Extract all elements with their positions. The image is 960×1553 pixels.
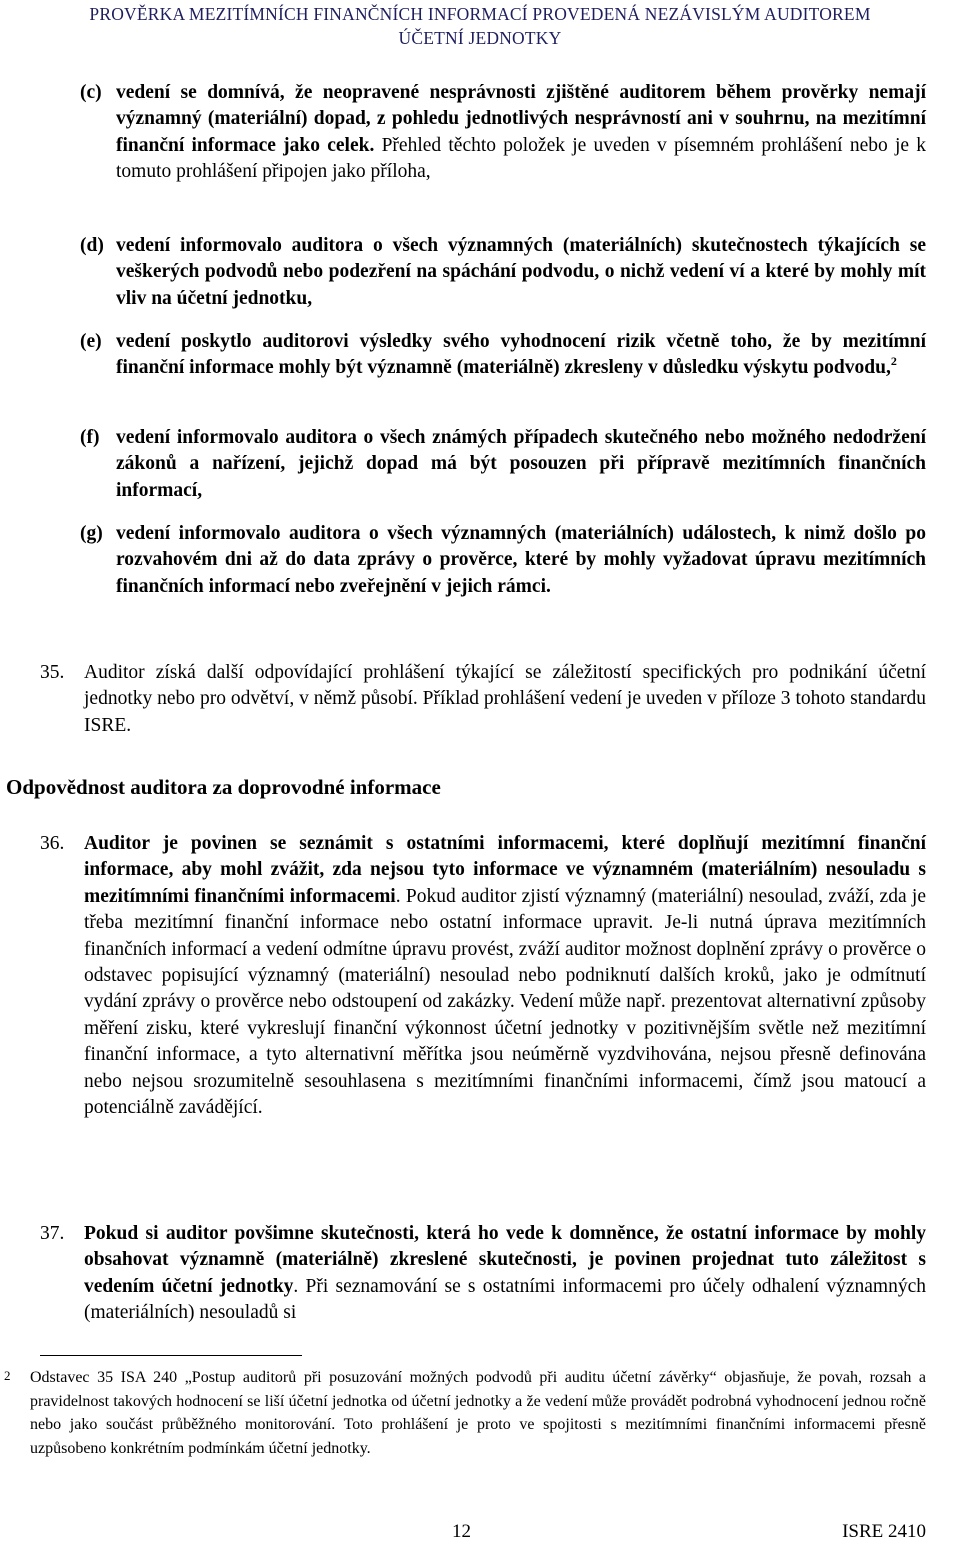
item-label: (f) xyxy=(80,427,100,448)
list-item-f xyxy=(80,425,926,504)
paragraph-text: Auditor získá další odpovídající prohlášení týkající se záležitostí specifických pro podnikání účetní jednotky nebo pro odvětví, v němž působí. Příklad prohlášení vedení je uveden v příloze 3 tohoto standardu ISRE. xyxy=(84,662,926,736)
item-label: (d) xyxy=(80,235,104,256)
section-heading: Odpovědnost auditora za doprovodné informace xyxy=(6,775,441,799)
running-header xyxy=(0,2,960,50)
footnote-separator xyxy=(40,1355,302,1356)
list-item-e xyxy=(80,329,926,382)
item-label: (g) xyxy=(80,523,103,544)
header-line-1: PROVĚRKA MEZITÍMNÍCH FINANČNÍCH INFORMACÍ PROVEDENÁ NEZÁVISLÝM AUDITOREM xyxy=(89,4,871,24)
item-bold-text: vedení informovalo auditora o všech známých případech skutečného nebo možného nedodržení zákonů a nařízení, jejichž dopad má být posouzen při přípravě mezitímních finančních informací, xyxy=(116,427,926,501)
header-line-2: ÚČETNÍ JEDNOTKY xyxy=(398,28,562,48)
item-normal-text: Přehled těchto položek je uveden v písemném prohlášení nebo je k tomuto prohlášení připojen jako příloha, xyxy=(116,134,926,183)
standard-id: ISRE 2410 xyxy=(842,1521,926,1542)
item-label: (c) xyxy=(80,82,102,103)
paragraph-number: 36. xyxy=(40,833,65,854)
list-item-d xyxy=(80,233,926,312)
paragraph-number: 37. xyxy=(40,1223,65,1244)
item-bold-text: vedení informovalo auditora o všech významných (materiálních) událostech, k nimž došlo po rozvahovém dni až do data zprávy o prověrce, které by mohly vyžadovat úpravu mezitímních finančních informací nebo zveřejnění v jejich rámci. xyxy=(116,523,926,597)
list-item-g xyxy=(80,521,926,600)
footnote-ref[interactable]: 2 xyxy=(890,354,897,369)
paragraph-number: 35. xyxy=(40,662,65,683)
item-label: (e) xyxy=(80,331,102,352)
paragraph-normal-text: . Pokud auditor zjistí významný (materiální) nesoulad, zváží, zda je třeba mezitímní finanční informace nebo ostatní informace upravit. Je-li nutná úprava mezitímních finančních informací a vedení odmítne úpravu provést, zváží auditor možnost doplnění zprávy o prověrce o odstavec popisující významný (materiální) nesoulad nebo podniknutí dalších kroků, jako je odmítnutí vydání zprávy o prověrce nebo odstoupení od zakázky. Vedení může např. prezentovat alternativní způsoby měření zisku, které vykreslují finanční výkonnost účetní jednotky v pozitivnějším světle než mezitímní finanční informace, a tyto alternativní měřítka jsou neúměrně vyzdvihována, nejsou přesně definována nebo nejsou srozumitelně sesouhlasena s mezitímními finančními informacemi, čímž jsou matoucí a potenciálně zavádějící. xyxy=(84,885,926,1119)
paragraph-36 xyxy=(40,831,926,1121)
page-number: 12 xyxy=(452,1521,471,1542)
footnote-text: Odstavec 35 ISA 240 „Postup auditorů při posuzování možných podvodů při auditu účetní závěrky“ objasňuje, že povah, rozsah a pravidelnost takových hodnocení se liší účetní jednotka od účetní jednotky a že vedení může provádět podrobná vyhodnocení jednou ročně nebo jako součást průběžného monitorování. Toto prohlášení je proto ve spojitosti s mezitímními finančními informacemi přesně uzpůsobeno konkrétním podmínkám účetní jednotky. xyxy=(30,1369,926,1457)
footnote-mark: 2 xyxy=(4,1368,11,1383)
item-bold-text: vedení poskytlo auditorovi výsledky svého vyhodnocení rizik včetně toho, že by mezitímní finanční informace mohly být významně (materiálně) zkresleny v důsledku výskytu podvodu, xyxy=(116,331,926,379)
paragraph-37 xyxy=(40,1221,926,1327)
paragraph-35 xyxy=(40,660,926,739)
paragraph-normal-text: . Při seznamování se s ostatními informacemi pro účely odhalení významných (materiálních) nesouladů si xyxy=(84,1275,926,1324)
paragraph-bold-text: Pokud si auditor povšimne skutečnosti, která ho vede k domněnce, že ostatní informace by mohly obsahovat významně (materiálně) zkreslené skutečnosti, je povinen projednat tuto záležitost s vedením účetní jednotky xyxy=(84,1223,926,1297)
list-item-c xyxy=(80,80,926,186)
footnote xyxy=(4,1366,926,1460)
item-bold-text: vedení informovalo auditora o všech významných (materiálních) skutečnostech týkajících se veškerých podvodů nebo podezření na spáchání podvodu, o nichž vedení ví a které by mohly mít vliv na účetní jednotku, xyxy=(116,235,926,309)
paragraph-bold-text: Auditor je povinen se seznámit s ostatními informacemi, které doplňují mezitímní finanční informace, aby mohl zvážit, zda nejsou tyto informace ve významném (materiálním) nesouladu s mezitímními finančními informacemi xyxy=(84,833,926,907)
item-bold-text: vedení se domnívá, že neopravené nesprávnosti zjištěné auditorem během prověrky nemají významný (materiální) dopad, z pohledu jednotlivých nesprávností ani v souhrnu, na mezitímní finanční informace jako celek. xyxy=(116,82,926,156)
